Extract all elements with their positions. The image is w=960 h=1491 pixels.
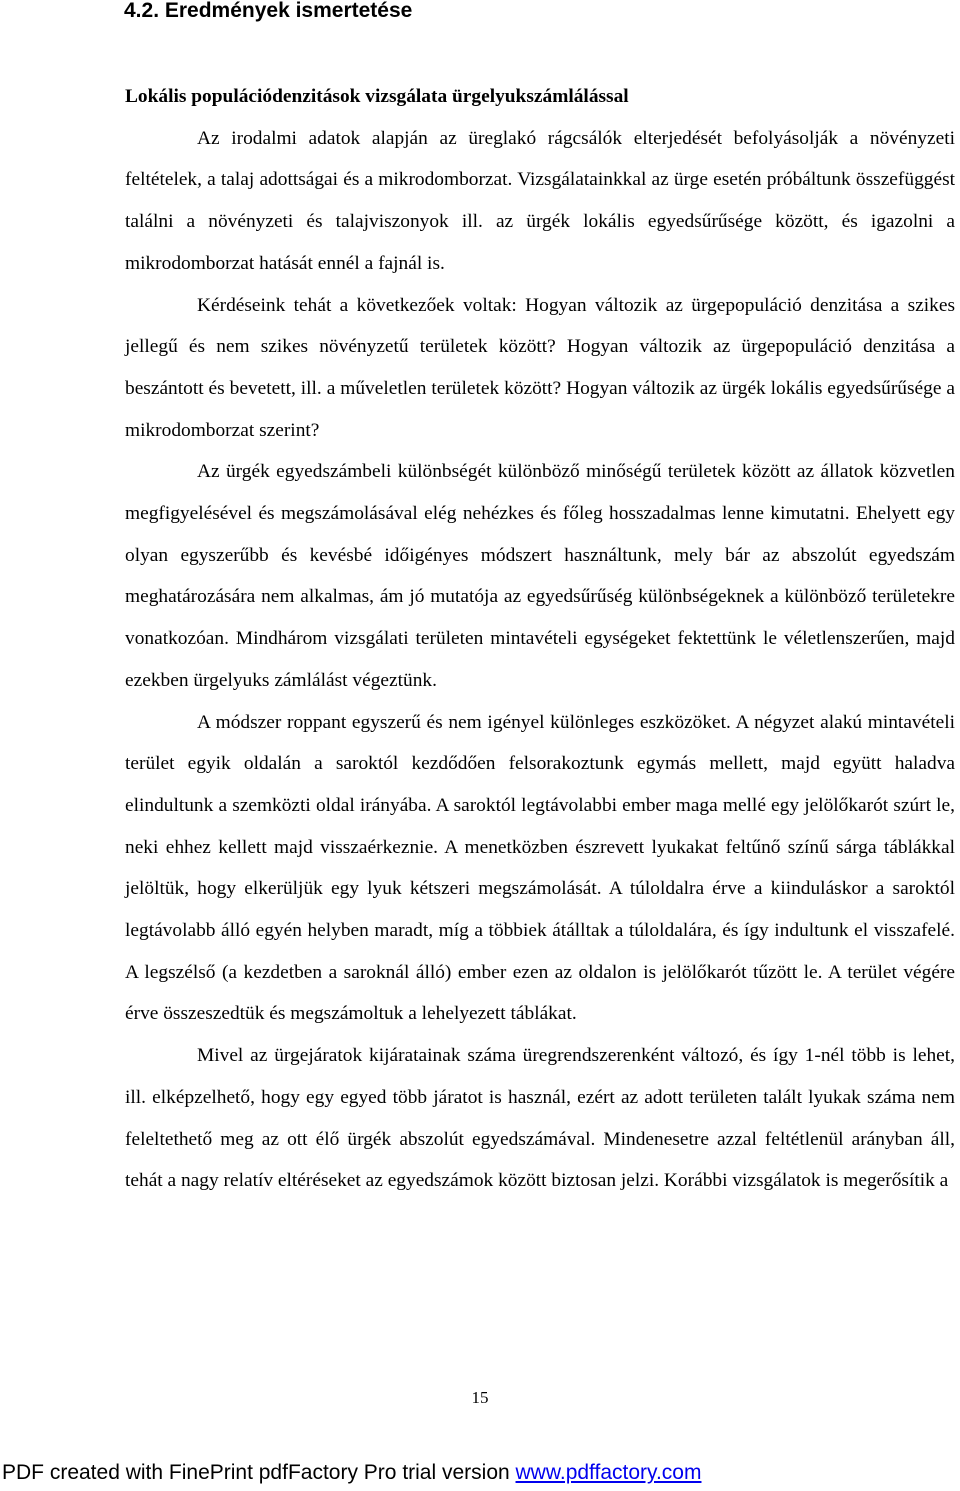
page-number: 15 <box>471 1388 489 1407</box>
paragraph-3: Az ürgék egyedszámbeli különbségét különböző minőségű területek között az állatok közvetlen megfigyelésével és megszámolásával elég nehézkes és főleg hosszadalmas lenne kimutatni. Ehelyett egy olyan egyszerűbb és kevésbé időigényes módszert használtunk, mely bár az abszolút egyedszám meghatározására nem alkalmas, ám jó mutatója az egyedsűrűség különbségeknek a különböző területekre vonatkozóan. Mindhárom vizsgálati területen mintavételi egységeket fektettünk le véletlenszerűen, majd ezekben ürgelyuks zámlálást végeztünk. <box>125 461 955 691</box>
subheading: Lokális populációdenzitások vizsgálata ürgelyukszámlálással <box>125 86 629 107</box>
footer-link[interactable]: www.pdffactory.com <box>515 1461 702 1484</box>
pdf-footer-banner <box>2 1459 701 1487</box>
footer-text: PDF created with FinePrint pdfFactory Pro trial version <box>2 1461 516 1484</box>
paragraph-4: A módszer roppant egyszerű és nem igényel különleges eszközöket. A négyzet alakú mintavételi terület egyik oldalán a saroktól kezdődően felsorakoztunk egymás mellett, majd együtt haladva elindultunk a szemközti oldal irányába. A saroktól legtávolabbi ember maga mellé egy jelölőkarót szúrt le, neki ehhez kellett majd visszaérkeznie. A menetközben észrevett lyukakat feltűnő színű sárga táblákkal jelöltük, hogy elkerüljük egy lyuk kétszeri megszámolását. A túloldalra érve a kiinduláskor a saroktól legtávolabb álló egyén helyben maradt, míg a többiek átálltak a túloldalára, és így indultunk el visszafelé. A legszélső (a kezdetben a saroknál álló) ember ezen az oldalon is jelölőkarót tűzött le. A terület végére érve összeszedtük és megszámoltuk a lehelyezett táblákat. <box>125 711 955 1025</box>
body-text <box>125 76 955 1202</box>
paragraph-1: Az irodalmi adatok alapján az üreglakó rágcsálók elterjedését befolyásolják a növényzeti feltételek, a talaj adottságai és a mikrodomborzat. Vizsgálatainkkal az ürge esetén próbáltunk összefüggést találni a növényzeti és talajviszonyok ill. az ürgék lokális egyedsűrűsége között, és igazolni a mikrodomborzat hatását ennél a fajnál is. <box>125 127 955 274</box>
paragraph-5: Mivel az ürgejáratok kijáratainak száma üregrendszerenként változó, és így 1-nél több is lehet, ill. elképzelhető, hogy egy egyed több járatot is használ, ezért az adott területen talált lyukak száma nem feleltethető meg az ott élő ürgék abszolút egyedszámával. Mindenesetre azzal feltétlenül arányban áll, tehát a nagy relatív eltéréseket az egyedszámok között biztosan jelzi. Korábbi vizsgálatok is megerősítik a <box>125 1045 955 1192</box>
section-heading: 4.2. Eredmények ismertetése <box>124 0 413 22</box>
paragraph-2: Kérdéseink tehát a következőek voltak: Hogyan változik az ürgepopuláció denzitása a szikes jellegű és nem szikes növényzetű területek között? Hogyan változik az ürgepopuláció denzitása a beszántott és bevetett, ill. a műveletlen területek között? Hogyan változik az ürgék lokális egyedsűrűsége a mikrodomborzat szerint? <box>125 294 955 441</box>
